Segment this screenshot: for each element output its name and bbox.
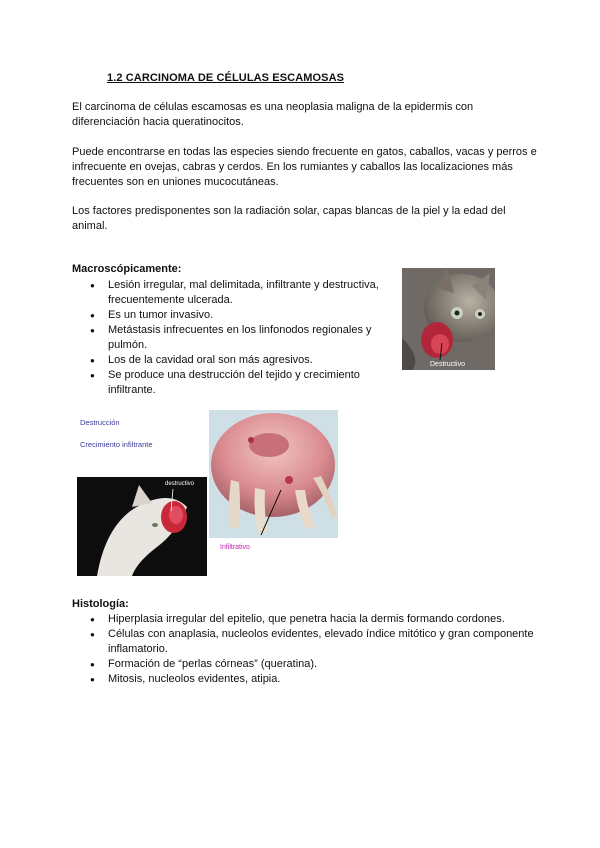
histo-list <box>72 612 542 687</box>
udder-lesion-photo <box>209 410 338 538</box>
legend-growth: Crecimiento infiltrante <box>80 440 153 449</box>
list-item: ● Mitosis, nucleolos evidentes, atipia. <box>72 672 542 687</box>
species-paragraph: Puede encontrarse en todas las especies siendo frecuente en gatos, caballos, vacas y perros e infrecuente en ovejas, cabras y cerdos. En los rumiantes y caballos las localizaciones más frecuentes son en uniones mucocutáneas. <box>72 146 537 188</box>
cat-top-caption: Destructivo <box>430 361 466 368</box>
list-item: ● Formación de “perlas córneas” (queratina). <box>72 657 542 672</box>
factors-paragraph: Los factores predisponentes son la radiación solar, capas blancas de la piel y la edad del animal. <box>72 205 506 232</box>
histo-heading: Histología: <box>72 598 129 610</box>
list-item: ● Metástasis infrecuentes en los linfonodos regionales y pulmón. <box>72 323 402 353</box>
intro-paragraph: El carcinoma de células escamosas es una neoplasia maligna de la epidermis con diferenciación hacia queratinocitos. <box>72 101 474 128</box>
list-item: ● Los de la cavidad oral son más agresivos. <box>72 353 402 368</box>
macro-heading: Macroscópicamente: <box>72 263 182 275</box>
cat-lesion-photo <box>402 268 495 370</box>
cat-bottom-caption: destructivo <box>165 481 195 487</box>
list-item: ● Es un tumor invasivo. <box>72 308 402 323</box>
list-item: ● Hiperplasia irregular del epitelio, que penetra hacia la dermis formando cordones. <box>72 612 542 627</box>
macro-list <box>72 278 402 398</box>
list-item: ● Células con anaplasia, nucleolos evidentes, elevado índice mitótico y gran componente inflamatorio. <box>72 627 542 657</box>
legend-destruction: Destrucción <box>80 418 120 427</box>
list-item: ● Se produce una destrucción del tejido y crecimiento infiltrante. <box>72 368 402 398</box>
list-item: ● Lesión irregular, mal delimitada, infiltrante y destructiva, frecuentemente ulcerada. <box>72 278 402 308</box>
page-title: 1.2 CARCINOMA DE CÉLULAS ESCAMOSAS <box>107 72 345 84</box>
white-cat-photo <box>77 477 207 576</box>
udder-caption: Infiltrativo <box>220 544 250 551</box>
